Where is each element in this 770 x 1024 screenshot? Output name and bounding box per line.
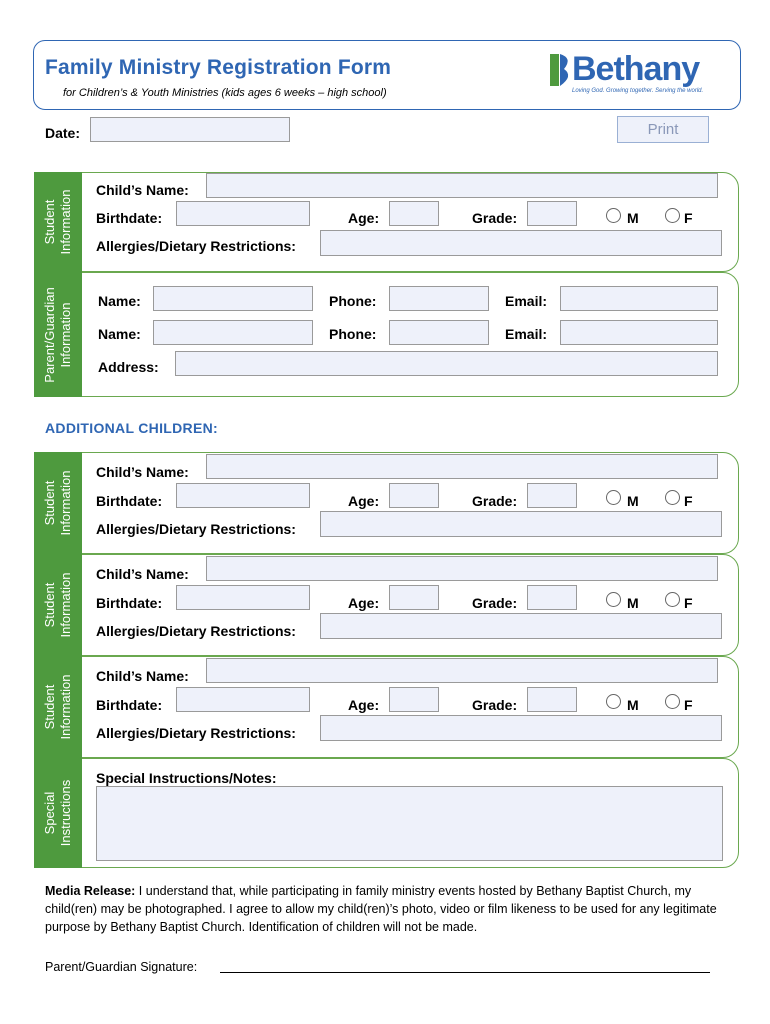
birthdate-label: Birthdate: [96,697,163,713]
child-name-input[interactable] [206,658,718,683]
grade-input[interactable] [527,585,577,610]
child-name-input[interactable] [206,454,718,479]
form-title: Family Ministry Registration Form [45,56,392,79]
birthdate-input[interactable] [176,585,310,610]
parent2-phone-label: Phone: [329,326,377,342]
form-subtitle: for Children’s & Youth Ministries (kids ages 6 weeks – high school) [63,87,387,99]
media-release-text: I understand that, while participating in family ministry events hosted by Bethany Baptist Church, my child(ren) may be photographed. I agree to allow my child(ren)’s photo, video or film likeness to be used for any legitimate purpose by Bethany Baptist Church. Identification of children will not be made. [45,884,717,934]
grade-label: Grade: [472,210,518,226]
age-input[interactable] [389,483,439,508]
allergies-input[interactable] [320,715,722,741]
student-tab-3 [34,554,82,656]
date-field[interactable] [90,117,290,142]
female-label: F [684,493,693,509]
parent-tab-label: Parent/Guardian Information [42,286,73,383]
special-notes-textarea[interactable] [96,786,723,861]
address-label: Address: [98,359,159,375]
male-label: M [627,493,639,509]
grade-label: Grade: [472,697,518,713]
birthdate-input[interactable] [176,687,310,712]
grade-label: Grade: [472,493,518,509]
student-tab-label: Student Information [42,572,73,638]
allergies-input[interactable] [320,230,722,256]
birthdate-label: Birthdate: [96,493,163,509]
signature-label: Parent/Guardian Signature: [45,960,198,974]
male-radio[interactable] [606,208,621,223]
special-tab-label: Special Instructions [42,779,73,847]
address-input[interactable] [175,351,718,376]
grade-input[interactable] [527,201,577,226]
print-button[interactable]: Print [617,116,709,143]
grade-label: Grade: [472,595,518,611]
grade-input[interactable] [527,483,577,508]
age-label: Age: [348,595,380,611]
parent1-email-input[interactable] [560,286,718,311]
parent1-phone-label [329,293,376,309]
parent1-email-label: Email: [505,293,548,309]
allergies-label: Allergies/Dietary Restrictions: [96,725,296,741]
student-tab-label: Student Information [42,470,73,536]
female-radio[interactable] [665,592,680,607]
birthdate-input[interactable] [176,483,310,508]
special-tab [34,758,82,868]
male-radio[interactable] [606,592,621,607]
child-name-label: Child’s Name: [96,464,189,480]
phone-label-text: Phone: [329,293,377,309]
age-label: Age: [348,210,380,226]
birthdate-label: Birthdate: [96,595,163,611]
media-release [45,882,730,936]
male-label: M [627,697,639,713]
parent2-name-label: Name: [98,326,141,342]
female-radio[interactable] [665,490,680,505]
male-radio[interactable] [606,490,621,505]
additional-children-heading: ADDITIONAL CHILDREN: [45,420,218,436]
age-input[interactable] [389,201,439,226]
age-label: Age: [348,697,380,713]
female-label: F [684,210,693,226]
parent2-name-input[interactable] [153,320,313,345]
child-name-input[interactable] [206,556,718,581]
logo-mark-icon [548,52,574,88]
age-label: Age: [348,493,380,509]
student-tab-label: Student Information [42,674,73,740]
allergies-input[interactable] [320,613,722,639]
female-radio[interactable] [665,208,680,223]
special-notes-label: Special Instructions/Notes: [96,770,277,786]
logo-tagline: Loving God. Growing together. Serving the world. [572,88,704,94]
student-tab-2 [34,452,82,554]
female-radio[interactable] [665,694,680,709]
student-tab-label: Student Information [42,189,73,255]
allergies-label: Allergies/Dietary Restrictions: [96,623,296,639]
child-name-label: Child’s Name: [96,668,189,684]
parent2-phone-input[interactable] [389,320,489,345]
age-input[interactable] [389,585,439,610]
parent-tab [34,272,82,397]
age-input[interactable] [389,687,439,712]
parent1-name-input[interactable] [153,286,313,311]
birthdate-label: Birthdate: [96,210,163,226]
bethany-logo [548,52,574,93]
media-release-title: Media Release: [45,884,136,898]
date-label: Date: [45,125,81,141]
logo-wordmark: Bethany [572,50,700,88]
allergies-input[interactable] [320,511,722,537]
male-radio[interactable] [606,694,621,709]
child-name-input[interactable] [206,173,718,198]
parent1-phone-input[interactable] [389,286,489,311]
female-label: F [684,697,693,713]
male-label: M [627,210,639,226]
grade-input[interactable] [527,687,577,712]
allergies-label: Allergies/Dietary Restrictions: [96,238,296,254]
birthdate-input[interactable] [176,201,310,226]
child-name-label: Child’s Name: [96,182,189,198]
male-label: M [627,595,639,611]
allergies-label: Allergies/Dietary Restrictions: [96,521,296,537]
parent2-email-input[interactable] [560,320,718,345]
child-name-label: Child’s Name: [96,566,189,582]
student-tab-4 [34,656,82,758]
student-tab-1 [34,172,82,272]
parent1-name-label: Name: [98,293,141,309]
signature-line[interactable] [220,972,710,973]
female-label: F [684,595,693,611]
parent2-email-label: Email: [505,326,548,342]
